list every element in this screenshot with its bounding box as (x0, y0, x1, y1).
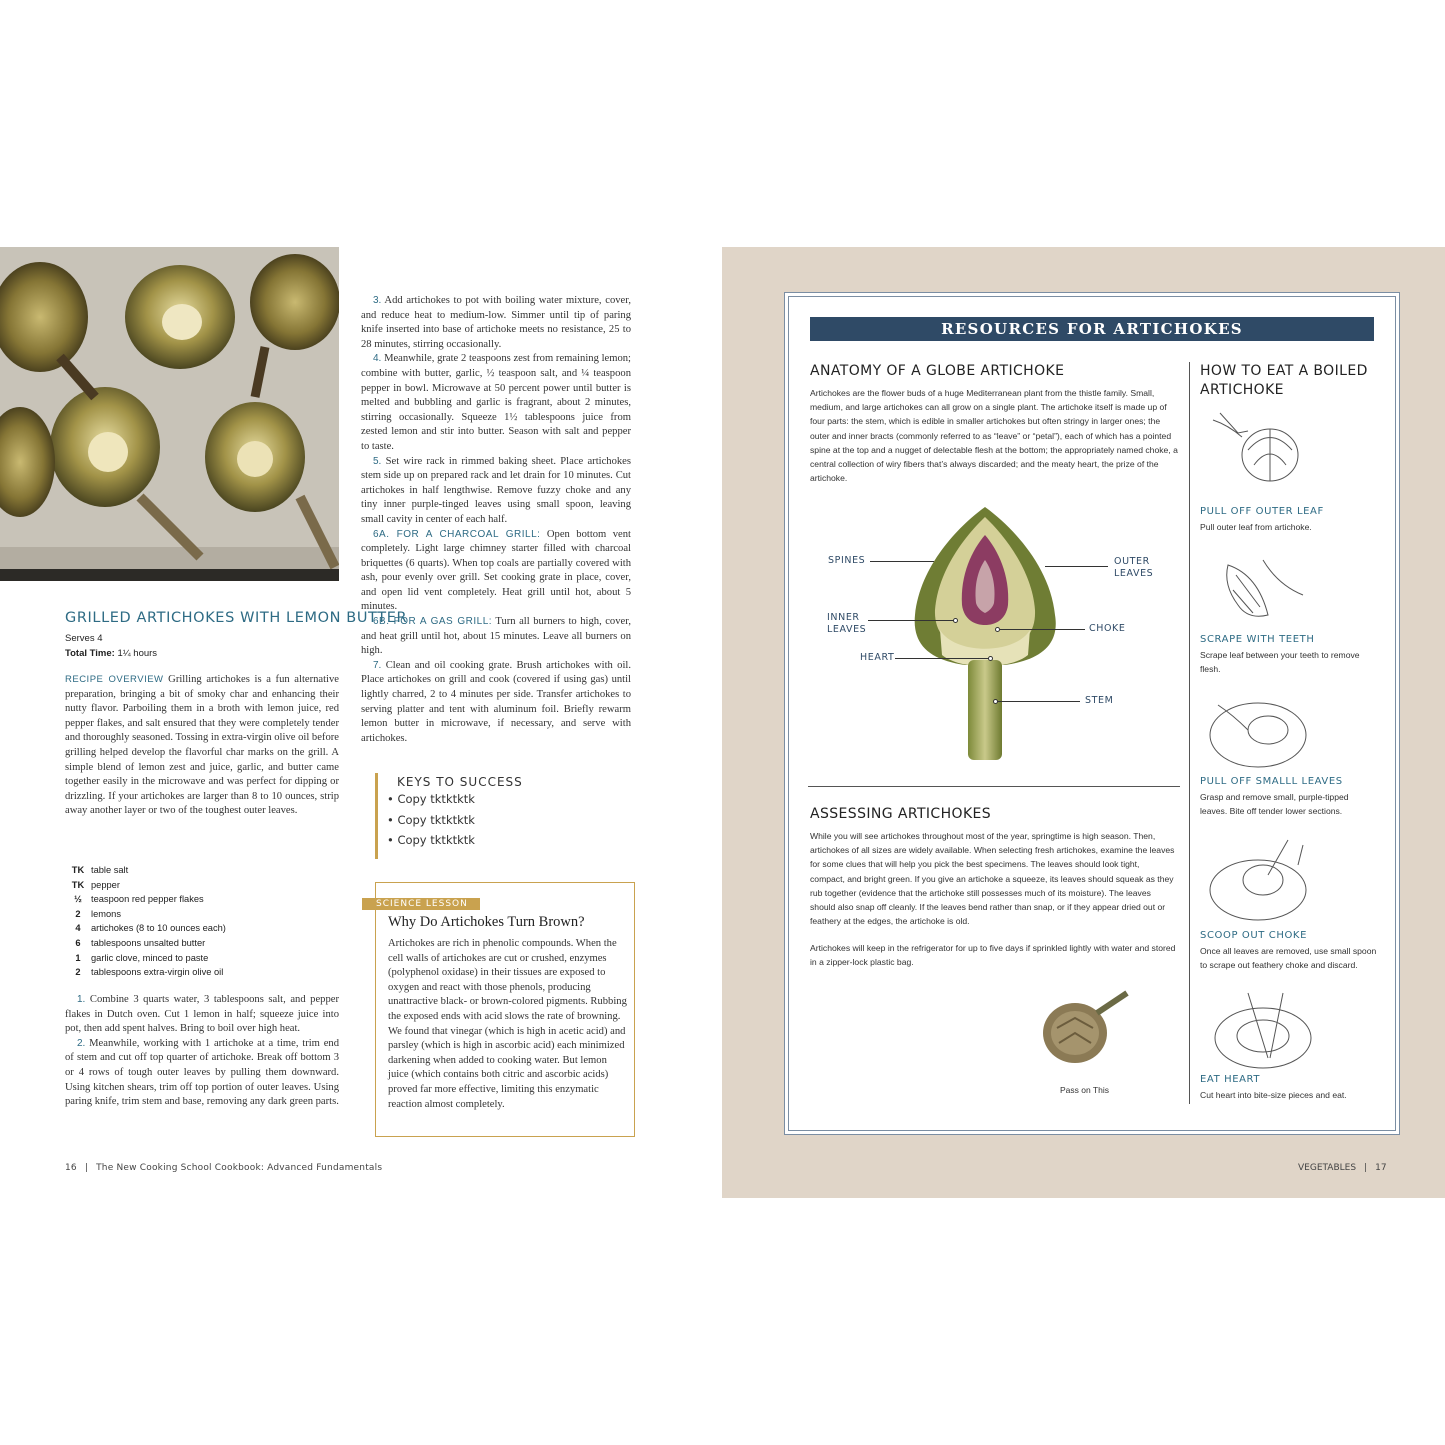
recipe-step: 4. Meanwhile, grate 2 teaspoons zest from remaining lemon; combine with butter, garlic, ½ teaspoon salt, and ¼ teaspoon pepper in bowl. Microwave at 50 percent power until butter is melted and bubbling and garlic is fragrant, about 2 minutes, stirring occasionally. Squeeze 1½ tablespoons juice from zested lemon and stir into butter. Season with salt and pepper to taste. (361, 353, 631, 452)
pass-on-this-caption: Pass on This (1060, 1085, 1109, 1095)
label-stem: STEM (1085, 695, 1114, 706)
left-folio: 16 | The New Cooking School Cookbook: Advanced Fundamentals (65, 1163, 383, 1173)
ingredient-item: 2 lemons (75, 908, 121, 919)
ingredient-list (65, 863, 339, 980)
marker-inner-leaves (953, 618, 958, 623)
anatomy-title: ANATOMY OF A GLOBE ARTICHOKE (810, 363, 1065, 379)
ingredient-item: 2 tablespoons extra-virgin olive oil (75, 967, 224, 978)
howto-step-text: Pull outer leaf from artichoke. (1200, 522, 1312, 532)
keys-item: • Copy tktktktk (387, 812, 475, 827)
recipe-meta (65, 631, 157, 661)
total-time: Total Time: 1¼ hours (65, 648, 158, 659)
recipe-step: 6B. FOR A GAS GRILL: Turn all burners to high, cover, and heat grill until hot, about 15 minutes. Leave all burners on high. (361, 616, 631, 657)
overview-label: RECIPE OVERVIEW (65, 674, 164, 685)
anatomy-text: Artichokes are the flower buds of a huge Mediterranean plant from the thistle family. Small, medium, and large artichokes can all grow on a single plant. The artichoke itself is made up of four parts: the stem, which is edible in smaller artichokes but often stringy in larger ones; the outer and inner bracts (commonly referred to as “leave” or “petal”), each of which has a pointed spine at the top and a nugget of delectable flesh at the bottom; the appropriately named choke, a central collection of wiry fibers that’s always discarded; and the meaty heart, the prize of the artichoke. (810, 388, 1178, 484)
howto-step-title: SCRAPE WITH TEETH (1200, 634, 1315, 645)
scoop-choke-illustration (1208, 835, 1314, 923)
resources-banner: RESOURCES FOR ARTICHOKES (810, 317, 1374, 341)
column-divider (1189, 362, 1190, 1104)
recipe-step: 7. Clean and oil cooking grate. Brush artichokes with oil. Place artichokes on grill and cook (covered if using gas) until lightly charred, 2 to 4 minutes per side. Transfer artichokes to serving platter and tent with aluminum foil. Briefly rewarm lemon butter in microwave, if necessary, and serve with artichokes. (361, 659, 631, 744)
scrape-teeth-illustration (1208, 545, 1314, 633)
ingredient-item: 4 artichokes (8 to 10 ounces each) (75, 923, 226, 934)
eat-heart-illustration (1208, 988, 1314, 1076)
leader-spines (870, 561, 934, 562)
serves: Serves 4 (65, 633, 103, 644)
science-tag: SCIENCE LESSON (362, 898, 480, 910)
marker-heart (988, 656, 993, 661)
assessing-text: While you will see artichokes throughout most of the year, springtime is high season. Then, artichokes of all sizes are widely available. When selecting fresh artichokes, examine the leaves for some clues that will help you pick the best specimens. The leaves should look tight, compact, and bright green. If you give an artichoke a squeeze, its leaves should squeak as they rub together (evidence that the artichoke still possesses much of its moisture). The leaves should also snap off cleanly. If the leaves bend rather than snap, or if they appear dried out or feathery at the edges, the artichoke is old. (810, 831, 1175, 927)
marker-stem (993, 699, 998, 704)
leader-stem (998, 701, 1080, 702)
old-artichoke-image (1037, 988, 1135, 1068)
ingredient-item: 6 tablespoons unsalted butter (75, 937, 206, 948)
leader-heart (895, 658, 990, 659)
howto-step-title: SCOOP OUT CHOKE (1200, 930, 1308, 941)
howto-step-title: PULL OFF SMALLL LEAVES (1200, 776, 1343, 787)
keys-to-success (375, 773, 575, 859)
recipe-step: 5. Set wire rack in rimmed baking sheet. Place artichokes stem side up on prepared rack and let drain for 10 minutes. Cut artichokes in half lengthwise. Remove fuzzy choke and any tiny inner purple-tinged leaves using small spoon, leaving small cavity in center of each half. (361, 455, 631, 525)
science-lesson-box (375, 882, 635, 1137)
recipe-title: GRILLED ARTICHOKES WITH LEMON BUTTER (65, 610, 408, 626)
ingredient-item: TK pepper (71, 879, 120, 890)
ingredient-item: 1 garlic clove, minced to paste (75, 952, 209, 963)
section-divider (808, 786, 1180, 787)
recipe-overview (65, 673, 339, 819)
marker-choke (995, 627, 1000, 632)
howto-step-text: Once all leaves are removed, use small spoon to scrape out feathery choke and discard. (1200, 946, 1377, 971)
leader-inner-leaves (868, 620, 956, 621)
grilled-artichokes-photo (0, 247, 339, 581)
recipe-steps-column-2 (361, 294, 631, 746)
science-body: Artichokes are rich in phenolic compounds. When the cell walls of artichokes are cut or crushed, enzymes (polyphenol oxidase) in their tissues are exposed to oxygen and react with those phenols, producing unattractive black- or brown-colored pigments. Rubbing the exposed ends with acid slows the rate of browning. We found that vinegar (which is high in acetic acid) and parsley (which is high in ascorbic acid) each minimized darkening when added to cooking water. But lemon juice (which contains both citric and ascorbic acids) proved far more effective, limiting this enzymatic reaction almost completely. (388, 938, 627, 1110)
howto-step-text: Scrape leaf between your teeth to remove flesh. (1200, 650, 1360, 675)
book-title: The New Cooking School Cookbook: Advanced Fundamentals (96, 1163, 383, 1173)
section-name: VEGETABLES (1298, 1163, 1357, 1173)
keys-item: • Copy tktktktk (387, 833, 475, 847)
page-number: 17 (1375, 1163, 1387, 1173)
recipe-step: 1. Combine 3 quarts water, 3 tablespoons salt, and pepper flakes in Dutch oven. Cut 1 lemon in half; squeeze juice into pot, then add spent halves. Bring to boil over high heat. (65, 994, 340, 1035)
pull-small-leaves-illustration (1208, 685, 1314, 773)
assessing-title: ASSESSING ARTICHOKES (810, 806, 992, 822)
recipe-step: 3. Add artichokes to pot with boiling water mixture, cover, and reduce heat to medium-low. Simmer until tip of paring knife inserted into base of artichoke meets no resistance, 25 to 28 minutes, stirring occasionally. (361, 295, 631, 350)
label-choke: CHOKE (1089, 623, 1126, 634)
ingredient-item: ½ teaspoon red pepper flakes (74, 894, 204, 905)
label-heart: HEART (860, 652, 895, 663)
keys-item: • Copy tktktktk (387, 792, 475, 806)
artichoke-cross-section-image (900, 505, 1070, 767)
pull-leaf-illustration (1208, 405, 1314, 493)
howto-title: HOW TO EAT A BOILED ARTICHOKE (1200, 363, 1368, 398)
howto-step-text: Grasp and remove small, purple-tipped leaves. Bite off tender lower sections. (1200, 792, 1349, 817)
recipe-steps-column-1 (65, 993, 339, 1110)
howto-step-title: EAT HEART (1200, 1074, 1261, 1085)
page-number: 16 (65, 1163, 77, 1173)
label-outer-leaves: OUTER LEAVES (1114, 556, 1154, 579)
ingredient-item: TK table salt (71, 865, 129, 875)
science-title: Why Do Artichokes Turn Brown? (388, 914, 585, 930)
storage-text: Artichokes will keep in the refrigerator for up to five days if sprinkled lightly with water and stored in a zipper-lock plastic bag. (810, 943, 1176, 968)
recipe-step: 2. Meanwhile, working with 1 artichoke at a time, trim end of stem and cut off top quarter of artichoke. Break off bottom 3 or 4 rows of tough outer leaves by pulling them downward. Using kitchen shears, trim off top portion of outer leaves. Using paring knife, trim stem and base, removing any dark green parts. (65, 1037, 339, 1108)
howto-step-title: PULL OFF OUTER LEAF (1200, 506, 1324, 517)
overview-text: Grilling artichokes is a fun alternative preparation, bringing a bit of smoky char and enhancing their nutty flavor. Parboiling them in a broth with lemon juice, red pepper flakes, and salt ensured that they were completely tender and thoroughly seasoned. Tossing in extra-virgin olive oil before grilling helped develop the flavorful char marks on the grill. A simple blend of lemon zest and juice, garlic, and butter came together easily in the microwave and was perfect for dipping or drizzling. If your artichokes are larger than 8 to 10 ounces, strip away another layer or two of the toughest outer leaves. (65, 674, 339, 817)
label-inner-leaves: INNER LEAVES (827, 612, 867, 635)
right-folio: VEGETABLES | 17 (1298, 1163, 1387, 1173)
howto-step-text: Cut heart into bite-size pieces and eat. (1200, 1090, 1347, 1100)
keys-title: KEYS TO SUCCESS (397, 775, 523, 789)
label-spines: SPINES (828, 555, 866, 566)
leader-choke (1000, 629, 1085, 630)
recipe-step: 6A. FOR A CHARCOAL GRILL: Open bottom vent completely. Light large chimney starter filled with charcoal briquettes (6 quarts). When top coals are partially covered with ash, pour evenly over grill. Set cooking grate in place, cover, and open lid vent completely. Heat grill until hot, about 5 minutes. (361, 528, 631, 613)
leader-outer-leaves (1045, 566, 1108, 567)
